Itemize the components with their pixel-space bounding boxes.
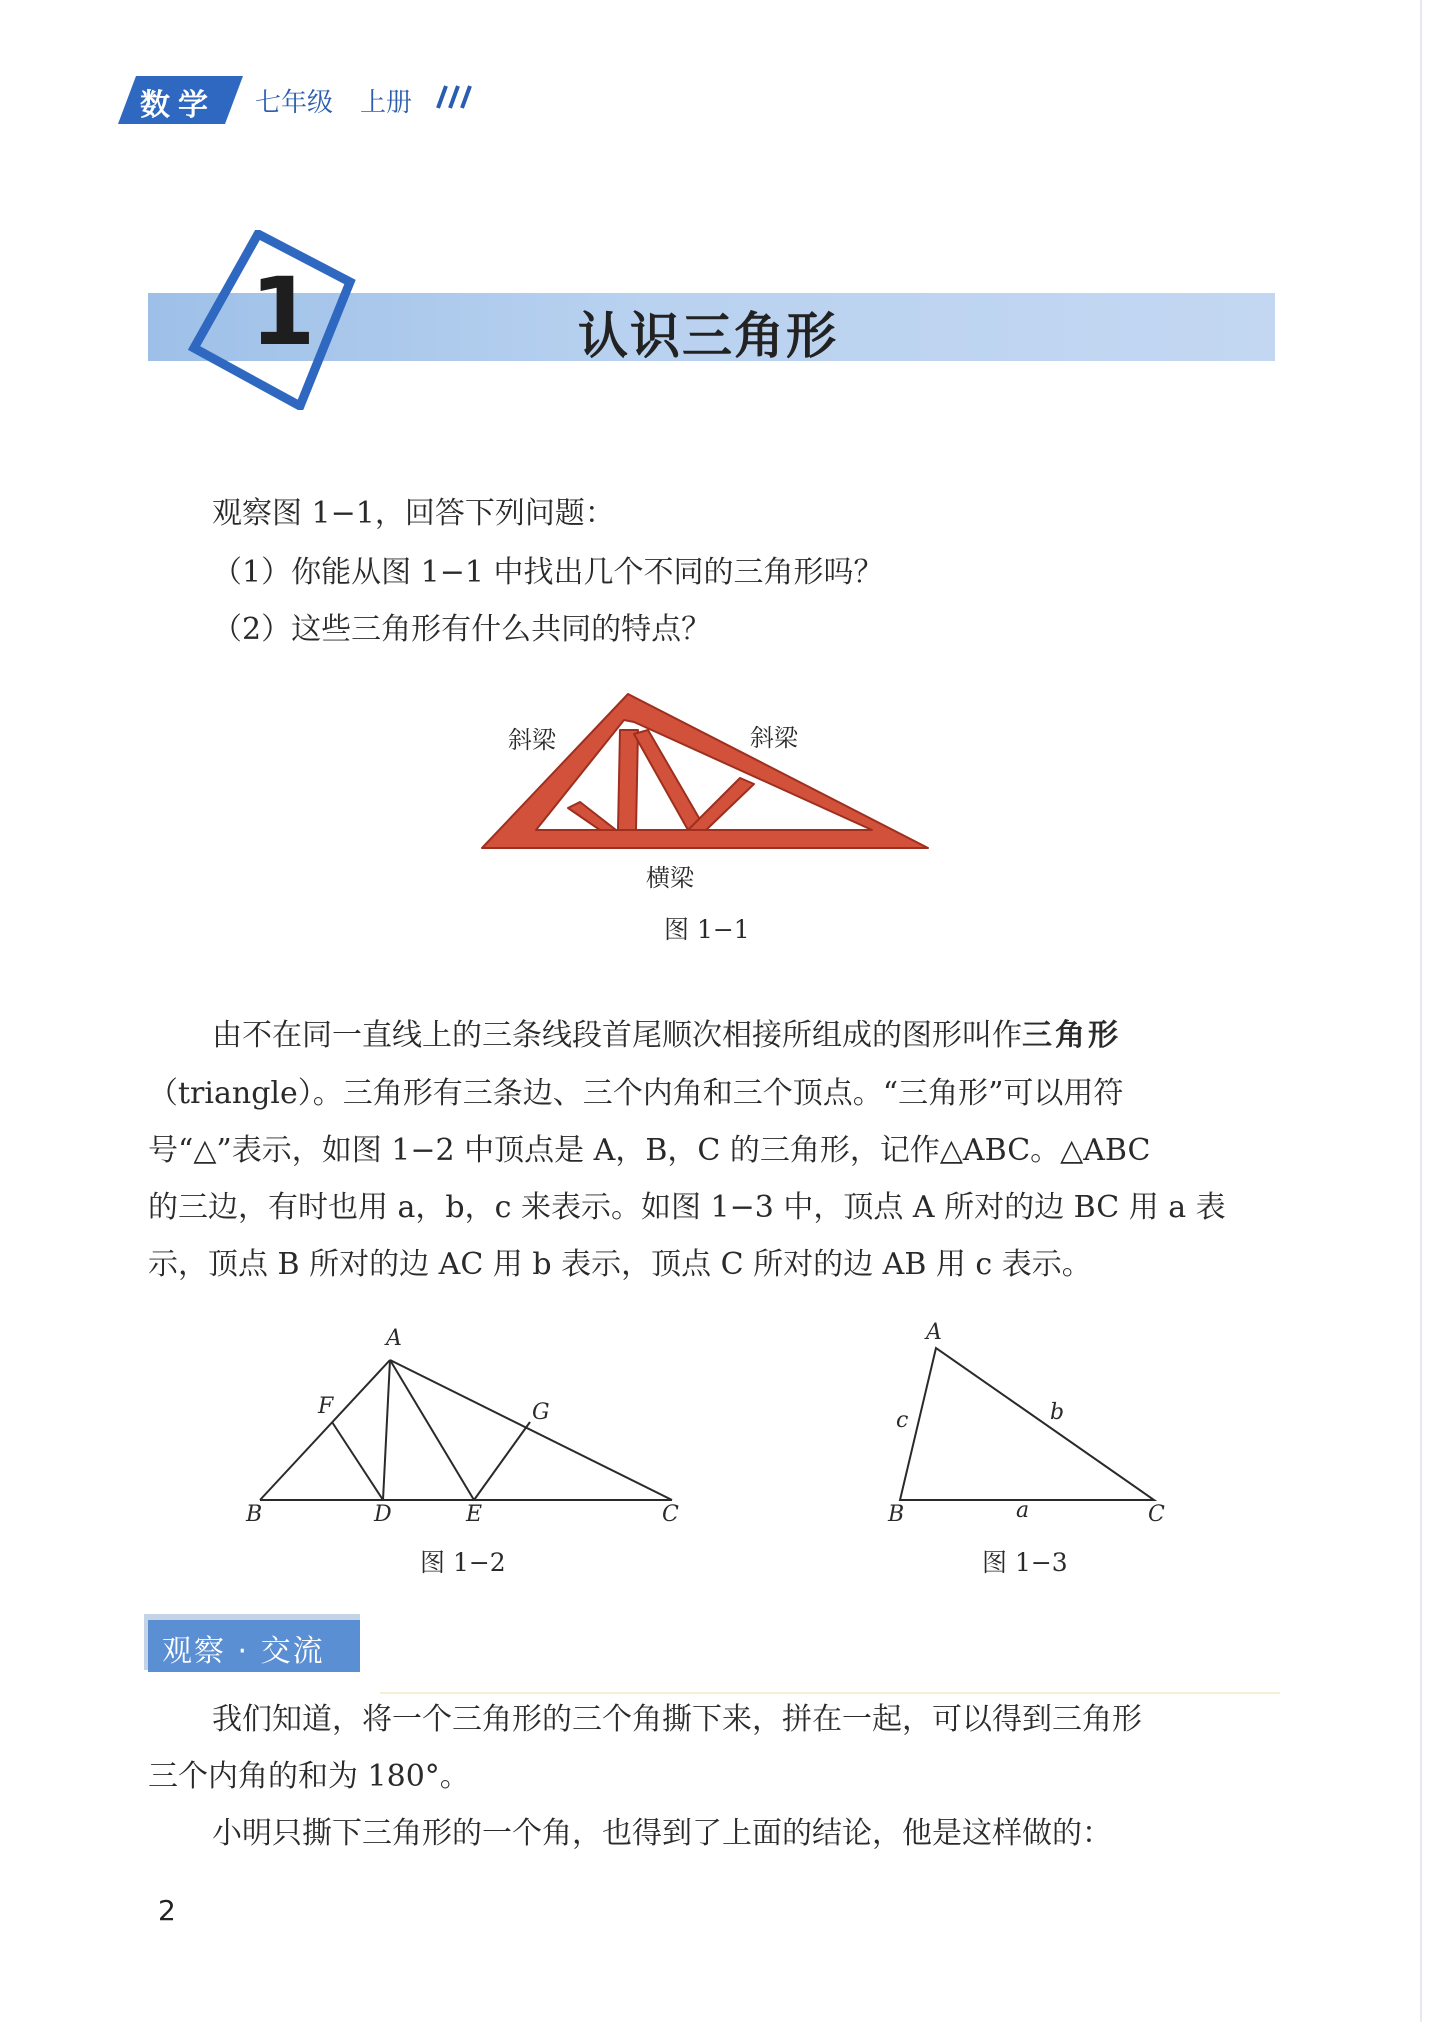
term-triangle: 三角形 bbox=[1022, 1018, 1121, 1053]
observe-line-2: 三个内角的和为 180°。 bbox=[148, 1759, 470, 1794]
triangle-C-label: C bbox=[1148, 1502, 1165, 1527]
roof-truss-figure bbox=[470, 690, 940, 860]
vertex-D-label: D bbox=[374, 1502, 392, 1527]
header-slashes-icon bbox=[430, 84, 472, 110]
side-b-label: b bbox=[1050, 1400, 1065, 1425]
figure-1-1-caption: 图 1−1 bbox=[664, 915, 750, 944]
section-number: 1 bbox=[250, 258, 316, 367]
figure-1-3-caption: 图 1−3 bbox=[982, 1548, 1068, 1577]
question-1: （1）你能从图 1−1 中找出几个不同的三角形吗？ bbox=[212, 555, 884, 590]
page-number: 2 bbox=[158, 1894, 176, 1927]
figure-1-2-caption: 图 1−2 bbox=[420, 1548, 506, 1577]
triangle-A-label: A bbox=[926, 1320, 942, 1345]
observe-tag-label: 观察 · 交流 bbox=[162, 1634, 325, 1669]
vertex-G-label: G bbox=[532, 1400, 550, 1425]
vertex-C-label: C bbox=[662, 1502, 679, 1527]
vertex-B-label: B bbox=[246, 1502, 263, 1527]
definition-line-5: 示，顶点 B 所对的边 AC 用 b 表示，顶点 C 所对的边 AB 用 c 表示。 bbox=[148, 1247, 1092, 1282]
left-rafter-label: 斜梁 bbox=[508, 726, 556, 754]
observe-line-1: 我们知道，将一个三角形的三个角撕下来，拼在一起，可以得到三角形 bbox=[212, 1702, 1142, 1737]
vertex-F-label: F bbox=[318, 1394, 334, 1419]
faint-divider bbox=[380, 1692, 1280, 1694]
section-title: 认识三角形 bbox=[578, 306, 838, 365]
tie-beam-label: 横梁 bbox=[646, 864, 694, 892]
right-rafter-label: 斜梁 bbox=[750, 724, 798, 752]
header-subject: 数学 bbox=[140, 88, 216, 123]
observe-line-3: 小明只撕下三角形的一个角，也得到了上面的结论，他是这样做的： bbox=[212, 1816, 1112, 1851]
side-a-label: a bbox=[1016, 1498, 1030, 1523]
vertex-A-label: A bbox=[386, 1326, 402, 1351]
definition-line-3: 号“△”表示，如图 1−2 中顶点是 A，B，C 的三角形，记作△ABC。△ABC bbox=[148, 1133, 1151, 1168]
header-grade: 七年级 bbox=[255, 88, 334, 118]
definition-line-4: 的三边，有时也用 a，b，c 来表示。如图 1−3 中，顶点 A 所对的边 BC 用 a 表 bbox=[148, 1190, 1226, 1225]
definition-line-1: 由不在同一直线上的三条线段首尾顺次相接所组成的图形叫作三角形 bbox=[212, 1018, 1121, 1053]
page-edge bbox=[1420, 0, 1422, 2022]
header-volume: 上册 bbox=[360, 88, 413, 118]
vertex-E-label: E bbox=[466, 1502, 483, 1527]
definition-line-2: （triangle）。三角形有三条边、三个内角和三个顶点。“三角形”可以用符 bbox=[148, 1076, 1124, 1111]
figure-1-3-diagram bbox=[880, 1320, 1180, 1520]
question-2: （2）这些三角形有什么共同的特点？ bbox=[212, 612, 712, 647]
side-c-label: c bbox=[896, 1408, 909, 1433]
triangle-B-label: B bbox=[888, 1502, 905, 1527]
intro-prompt: 观察图 1−1，回答下列问题： bbox=[212, 496, 615, 531]
figure-1-2-diagram bbox=[240, 1320, 700, 1520]
